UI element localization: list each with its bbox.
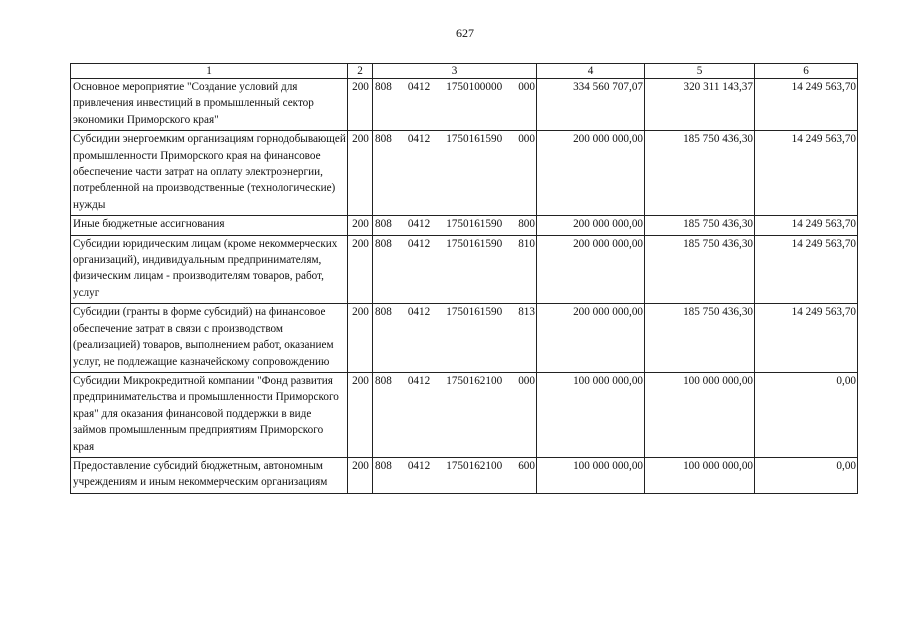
expense-type-code: 810	[518, 237, 535, 250]
row-admin-code: 200	[348, 216, 373, 235]
row-amount-col6: 14 249 563,70	[755, 216, 858, 235]
row-amount-col5: 100 000 000,00	[645, 457, 755, 493]
row-admin-code: 200	[348, 457, 373, 493]
section-code: 0412	[407, 459, 431, 472]
table-row	[71, 372, 858, 457]
target-code: 1750161590	[446, 133, 503, 146]
section-code: 0412	[407, 218, 431, 231]
row-amount-col5: 185 750 436,30	[645, 131, 755, 216]
row-amount-col6: 14 249 563,70	[755, 79, 858, 131]
row-classification-codes	[373, 457, 537, 493]
table-row	[71, 235, 858, 304]
section-code: 0412	[407, 81, 431, 93]
expense-type-code: 600	[518, 459, 535, 472]
column-header: 2	[348, 64, 373, 79]
row-amount-col4: 200 000 000,00	[537, 216, 645, 235]
row-classification-codes	[373, 79, 537, 131]
row-admin-code: 200	[348, 235, 373, 304]
ministry-code: 808	[375, 81, 392, 93]
table-row	[71, 304, 858, 373]
target-code: 1750162100	[446, 374, 503, 387]
column-header: 1	[71, 64, 348, 79]
row-amount-col4: 100 000 000,00	[537, 372, 645, 457]
row-amount-col5: 100 000 000,00	[645, 372, 755, 457]
table-row	[71, 216, 858, 235]
row-description: Иные бюджетные ассигнования	[71, 216, 348, 235]
ministry-code: 808	[375, 133, 392, 146]
row-amount-col4: 100 000 000,00	[537, 457, 645, 493]
ministry-code: 808	[375, 218, 392, 231]
target-code: 1750100000	[446, 81, 503, 93]
row-admin-code: 200	[348, 304, 373, 373]
column-header: 5	[645, 64, 755, 79]
row-classification-codes	[373, 304, 537, 373]
row-classification-codes	[373, 216, 537, 235]
row-amount-col6: 0,00	[755, 457, 858, 493]
row-description: Субсидии (гранты в форме субсидий) на финансовое обеспечение затрат в связи с производством (реализацией) товаров, выполнением работ, оказанием услуг, не подлежащие казначейскому сопровождению	[71, 304, 348, 373]
table-row	[71, 457, 858, 493]
row-amount-col5: 185 750 436,30	[645, 304, 755, 373]
column-header: 3	[373, 64, 537, 79]
target-code: 1750161590	[446, 218, 503, 231]
row-description: Субсидии юридическим лицам (кроме некоммерческих организаций), индивидуальным предпринимателям, физическим лицам - производителям товаров, работ, услуг	[71, 235, 348, 304]
expense-type-code: 813	[518, 306, 535, 319]
target-code: 1750161590	[446, 237, 503, 250]
column-header: 6	[755, 64, 858, 79]
table-header-row	[71, 64, 858, 79]
row-amount-col4: 200 000 000,00	[537, 131, 645, 216]
row-amount-col4: 200 000 000,00	[537, 235, 645, 304]
row-amount-col5: 185 750 436,30	[645, 216, 755, 235]
row-description: Основное мероприятие "Создание условий для привлечения инвестиций в промышленный сектор экономики Приморского края"	[71, 79, 348, 131]
row-amount-col6: 14 249 563,70	[755, 235, 858, 304]
expense-type-code: 000	[518, 133, 535, 146]
table-row	[71, 131, 858, 216]
section-code: 0412	[407, 133, 431, 146]
row-description: Субсидии энергоемким организациям горнодобывающей промышленности Приморского края на финансовое обеспечение части затрат на оплату электроэнергии, потребленной на производственные (технологические) нужды	[71, 131, 348, 216]
row-amount-col4: 200 000 000,00	[537, 304, 645, 373]
target-code: 1750161590	[446, 306, 503, 319]
section-code: 0412	[407, 306, 431, 319]
budget-table	[70, 63, 858, 494]
expense-type-code: 000	[518, 81, 535, 93]
expense-type-code: 800	[518, 218, 535, 231]
column-header: 4	[537, 64, 645, 79]
row-admin-code: 200	[348, 372, 373, 457]
row-admin-code: 200	[348, 79, 373, 131]
page-number: 627	[456, 26, 474, 40]
ministry-code: 808	[375, 459, 392, 472]
row-description: Субсидии Микрокредитной компании "Фонд развития предпринимательства и промышленности Приморского края" для оказания финансовой поддержки в виде займов промышленным предприятиям Приморского края	[71, 372, 348, 457]
ministry-code: 808	[375, 237, 392, 250]
target-code: 1750162100	[446, 459, 503, 472]
row-amount-col6: 14 249 563,70	[755, 131, 858, 216]
row-classification-codes	[373, 372, 537, 457]
row-description: Предоставление субсидий бюджетным, автономным учреждениям и иным некоммерческим организациям	[71, 457, 348, 493]
row-amount-col5: 185 750 436,30	[645, 235, 755, 304]
row-classification-codes	[373, 235, 537, 304]
row-amount-col5: 320 311 143,37	[645, 79, 755, 131]
section-code: 0412	[407, 374, 431, 387]
expense-type-code: 000	[518, 374, 535, 387]
row-admin-code: 200	[348, 131, 373, 216]
row-amount-col6: 14 249 563,70	[755, 304, 858, 373]
row-amount-col6: 0,00	[755, 372, 858, 457]
row-classification-codes	[373, 131, 537, 216]
ministry-code: 808	[375, 374, 392, 387]
row-amount-col4: 334 560 707,07	[537, 79, 645, 131]
section-code: 0412	[407, 237, 431, 250]
ministry-code: 808	[375, 306, 392, 319]
table-row	[71, 79, 858, 131]
